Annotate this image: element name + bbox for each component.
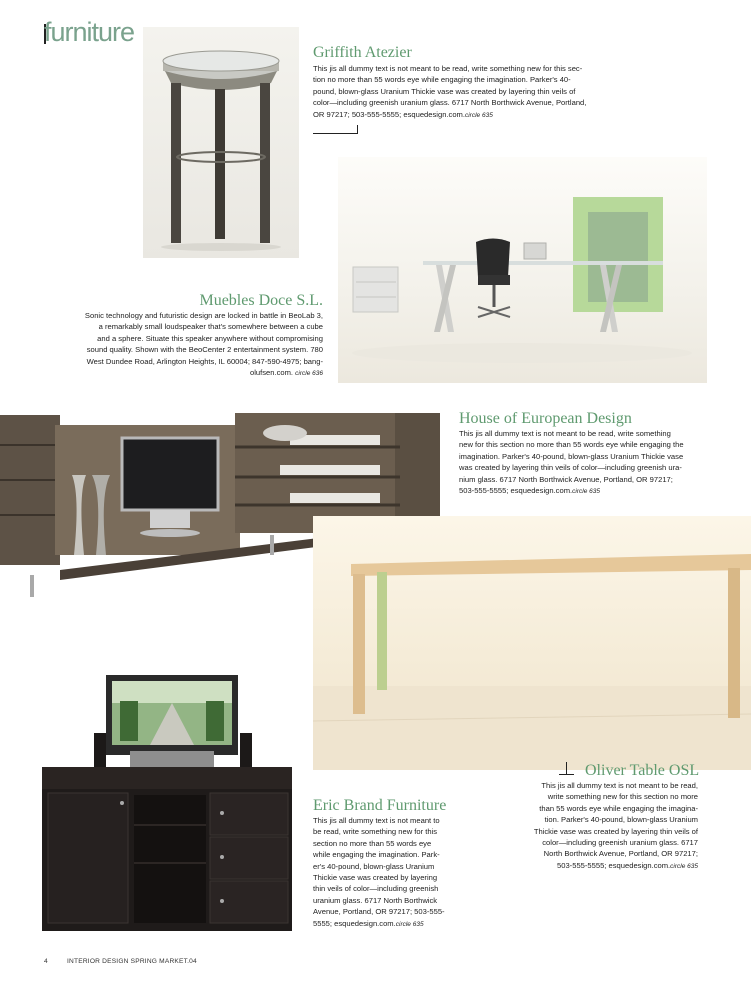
- text-line: write something new for this section no more: [547, 792, 698, 802]
- text-line: imagination. Parker's 40-pound, blown-glass Uranium Thickie vase: [459, 451, 684, 461]
- cabinet-illustration: [40, 673, 296, 931]
- entry-text-oliver-table: [470, 780, 698, 872]
- text-line: West Dundee Road, Arlington Heights, IL 60004; 847-590-4975; bang-: [86, 356, 323, 366]
- text-line: tion. Parker's 40-pound, blown-glass Uranium: [544, 815, 698, 825]
- text-line: OR 97217; 503-555-5555; esquedesign.com.circle 635: [313, 109, 493, 119]
- page-number: 4: [44, 958, 48, 965]
- text-line: Thickie vase was created by layering thin veils of: [533, 826, 698, 836]
- text-line: be read, write something new for this: [313, 827, 438, 837]
- office-desk-photo: [338, 157, 707, 383]
- table-illustration: [313, 516, 751, 770]
- text-line: section no more than 55 words eye: [313, 838, 432, 848]
- text-line: 503-555-5555; esquedesign.com.circle 635: [459, 486, 600, 496]
- text-line: while engaging the imagination. Park-: [313, 850, 440, 860]
- entry-text-griffith: [313, 63, 633, 121]
- rule-tick: [357, 125, 358, 134]
- text-line: Sonic technology and futuristic design are locked in battle in BeoLab 3,: [84, 311, 323, 320]
- text-line: color—including greenish uranium glass. 6717 North Borthwick Avenue, Portland,: [313, 98, 587, 108]
- text-line: thin veils of color—including greenish: [313, 884, 439, 894]
- text-line: a remarkably small loudspeaker that's somewhere between a cube: [98, 322, 323, 332]
- text-line: and a sphere. Situate this speaker anywhere without compromising: [97, 333, 323, 343]
- text-line: uranium glass. 6717 North Borthwick: [313, 895, 438, 905]
- text-line: color—including greenish uranium glass. 6717: [542, 838, 698, 848]
- entry-text-muebles: [20, 310, 323, 379]
- circle-reference: circle 635: [395, 920, 424, 928]
- circle-reference: circle 635: [572, 488, 600, 496]
- text-line: This jis all dummy text is not meant to be read, write something: [459, 429, 671, 438]
- circle-reference: circle 635: [464, 111, 493, 119]
- text-line: Avenue, Portland, OR 97217; 503-555-: [313, 907, 445, 917]
- text-line: olufsen.com. circle 636: [249, 368, 323, 378]
- section-title: furniture: [44, 17, 135, 47]
- text-line: nium glass. 6717 North Borthwick Avenue, Portland, OR 97217;: [459, 474, 673, 484]
- text-line: Thickie vase was created by layering: [313, 873, 438, 883]
- text-line: This jis all dummy text is not meant to be read, write something new for this sec-: [313, 64, 583, 73]
- tv-cabinet-photo: [40, 673, 296, 931]
- text-line: North Borthwick Avenue, Portland, OR 97217;: [543, 849, 698, 859]
- circle-reference: circle 636: [295, 370, 323, 378]
- entry-heading-house-european: House of European Design: [459, 410, 632, 427]
- publication-name: INTERIOR DESIGN SPRING MARKET.04: [67, 958, 197, 965]
- text-line: than 55 words eye while engaging the imagina-: [539, 803, 698, 813]
- text-line: tion no more than 55 words eye while engaging the imagination. Parker's 40-: [313, 75, 571, 85]
- text-line: sound quality. Shown with the BeoCenter 2 entertainment system. 780: [86, 345, 323, 355]
- text-line: er's 40-pound, blown-glass Uranium: [313, 861, 435, 871]
- text-line: This jis all dummy text is not meant to be read,: [541, 781, 698, 790]
- office-illustration: [338, 157, 707, 383]
- entry-text-eric-brand: [313, 815, 483, 930]
- text-line: 5555; esquedesign.com.circle 635: [313, 918, 424, 928]
- text-line: This jis all dummy text is not meant to: [313, 816, 440, 825]
- text-line: pound, blown-glass Uranium Thickie vase was created by layering thin veils of: [313, 86, 576, 96]
- rule-line: [559, 774, 574, 775]
- rule-tick: [566, 762, 567, 774]
- text-line: new for this section no more than 55 words eye while engaging the: [459, 440, 684, 450]
- stool-illustration: [143, 27, 299, 258]
- wooden-table-photo: [313, 516, 751, 770]
- text-line: was created by layering thin veils of color—including greenish ura-: [459, 463, 682, 473]
- entry-heading-oliver-table: Oliver Table OSL: [585, 762, 700, 779]
- stool-photo: [143, 27, 299, 258]
- entry-text-house-european: [459, 428, 744, 497]
- entry-heading-griffith: Griffith Atezier: [313, 44, 412, 61]
- text-line: 503-555-5555; esquedesign.com.circle 635: [557, 860, 698, 870]
- entry-heading-muebles: Muebles Doce S.L.: [199, 292, 323, 309]
- entry-heading-eric-brand: Eric Brand Furniture: [313, 797, 447, 814]
- circle-reference: circle 635: [670, 862, 698, 870]
- rule-line: [313, 133, 358, 134]
